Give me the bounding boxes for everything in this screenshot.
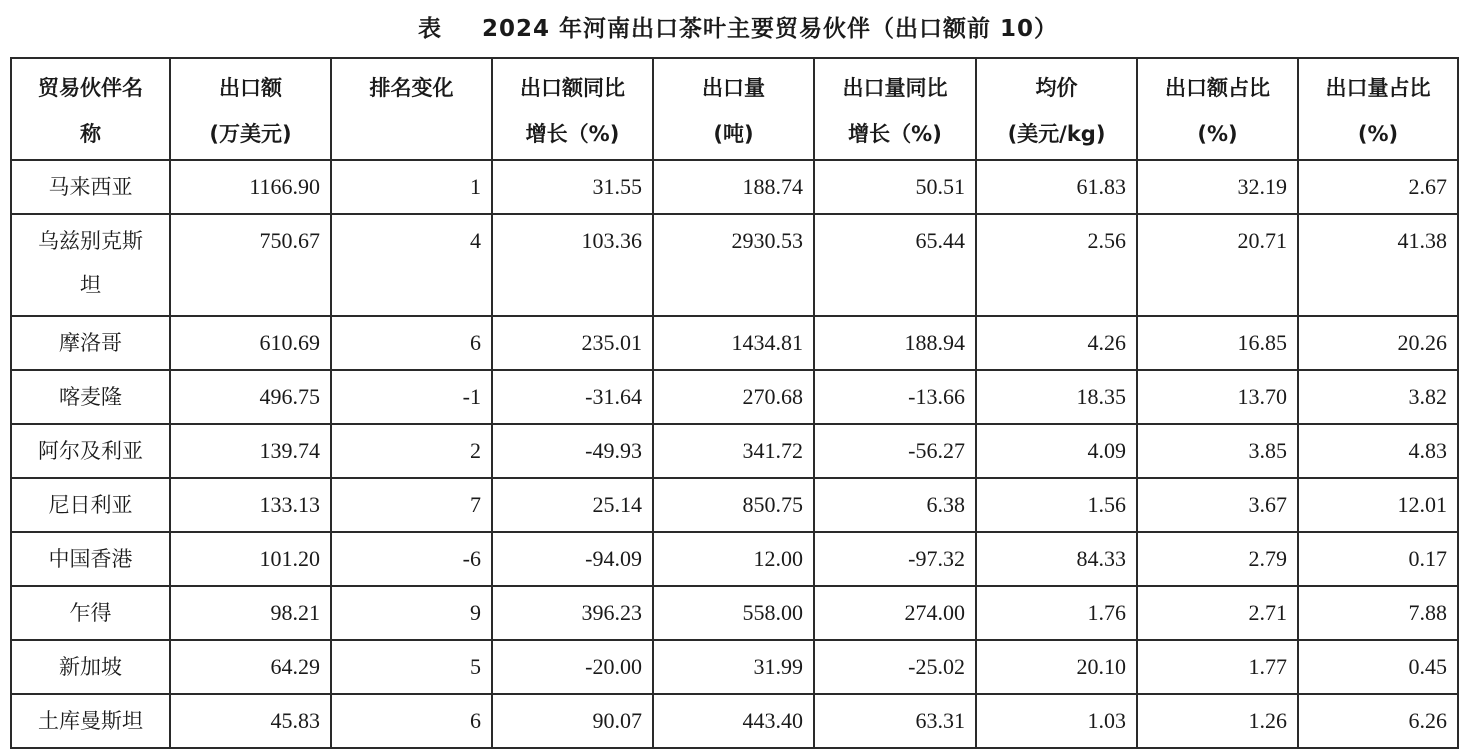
export-value-cell: 45.83 [170, 694, 331, 748]
partner-name-cell: 喀麦隆 [11, 370, 170, 424]
header-cell: 出口量占比 (%) [1298, 58, 1458, 160]
table-row [11, 424, 1458, 478]
export-volume-growth-cell: -97.32 [814, 532, 976, 586]
volume-share-cell: 2.67 [1298, 160, 1458, 214]
export-volume-cell: 270.68 [653, 370, 814, 424]
value-share-cell: 2.79 [1137, 532, 1298, 586]
table-row [11, 214, 1458, 316]
export-value-cell: 101.20 [170, 532, 331, 586]
avg-price-cell: 20.10 [976, 640, 1137, 694]
export-volume-cell: 12.00 [653, 532, 814, 586]
export-value-growth-cell: -20.00 [492, 640, 653, 694]
export-volume-growth-cell: -25.02 [814, 640, 976, 694]
avg-price-cell: 84.33 [976, 532, 1137, 586]
avg-price-cell: 61.83 [976, 160, 1137, 214]
header-row [11, 58, 1458, 160]
value-share-cell: 32.19 [1137, 160, 1298, 214]
value-share-cell: 1.77 [1137, 640, 1298, 694]
export-value-cell: 1166.90 [170, 160, 331, 214]
value-share-cell: 13.70 [1137, 370, 1298, 424]
avg-price-cell: 1.03 [976, 694, 1137, 748]
volume-share-cell: 20.26 [1298, 316, 1458, 370]
export-volume-cell: 341.72 [653, 424, 814, 478]
value-share-cell: 1.26 [1137, 694, 1298, 748]
rank-change-cell: 4 [331, 214, 492, 316]
export-volume-growth-cell: -13.66 [814, 370, 976, 424]
rank-change-cell: 6 [331, 316, 492, 370]
export-volume-growth-cell: 274.00 [814, 586, 976, 640]
rank-change-cell: 2 [331, 424, 492, 478]
avg-price-cell: 4.26 [976, 316, 1137, 370]
export-value-growth-cell: -31.64 [492, 370, 653, 424]
export-volume-cell: 31.99 [653, 640, 814, 694]
value-share-cell: 20.71 [1137, 214, 1298, 316]
partner-name-cell: 阿尔及利亚 [11, 424, 170, 478]
rank-change-cell: 7 [331, 478, 492, 532]
export-value-growth-cell: 396.23 [492, 586, 653, 640]
partner-name-cell: 新加坡 [11, 640, 170, 694]
export-volume-growth-cell: 6.38 [814, 478, 976, 532]
partner-name-cell: 摩洛哥 [11, 316, 170, 370]
avg-price-cell: 2.56 [976, 214, 1137, 316]
value-share-cell: 2.71 [1137, 586, 1298, 640]
volume-share-cell: 0.45 [1298, 640, 1458, 694]
table-caption [0, 10, 1476, 43]
volume-share-cell: 41.38 [1298, 214, 1458, 316]
rank-change-cell: 6 [331, 694, 492, 748]
export-value-growth-cell: -94.09 [492, 532, 653, 586]
table-row [11, 370, 1458, 424]
header-cell: 出口额 (万美元) [170, 58, 331, 160]
partner-name-cell: 中国香港 [11, 532, 170, 586]
value-share-cell: 3.67 [1137, 478, 1298, 532]
rank-change-cell: 9 [331, 586, 492, 640]
caption-title: 2024 年河南出口茶叶主要贸易伙伴（出口额前 10） [481, 16, 1059, 42]
export-value-cell: 496.75 [170, 370, 331, 424]
avg-price-cell: 1.76 [976, 586, 1137, 640]
partner-name-cell: 土库曼斯坦 [11, 694, 170, 748]
volume-share-cell: 12.01 [1298, 478, 1458, 532]
export-value-growth-cell: 31.55 [492, 160, 653, 214]
value-share-cell: 3.85 [1137, 424, 1298, 478]
partner-name-cell: 乍得 [11, 586, 170, 640]
header-cell: 出口量同比 增长（%) [814, 58, 976, 160]
table-row [11, 586, 1458, 640]
table-row [11, 160, 1458, 214]
table-row [11, 640, 1458, 694]
volume-share-cell: 3.82 [1298, 370, 1458, 424]
table-row [11, 694, 1458, 748]
export-value-cell: 610.69 [170, 316, 331, 370]
export-volume-growth-cell: 50.51 [814, 160, 976, 214]
export-value-cell: 98.21 [170, 586, 331, 640]
avg-price-cell: 4.09 [976, 424, 1137, 478]
header-cell: 出口额占比 (%) [1137, 58, 1298, 160]
export-volume-growth-cell: 188.94 [814, 316, 976, 370]
partner-name-cell: 马来西亚 [11, 160, 170, 214]
export-volume-cell: 1434.81 [653, 316, 814, 370]
rank-change-cell: 5 [331, 640, 492, 694]
volume-share-cell: 4.83 [1298, 424, 1458, 478]
volume-share-cell: 6.26 [1298, 694, 1458, 748]
export-volume-growth-cell: -56.27 [814, 424, 976, 478]
export-value-cell: 139.74 [170, 424, 331, 478]
export-value-cell: 64.29 [170, 640, 331, 694]
rank-change-cell: 1 [331, 160, 492, 214]
export-volume-cell: 558.00 [653, 586, 814, 640]
rank-change-cell: -6 [331, 532, 492, 586]
volume-share-cell: 0.17 [1298, 532, 1458, 586]
export-value-cell: 750.67 [170, 214, 331, 316]
partner-name-cell: 乌兹别克斯坦 [11, 214, 170, 316]
header-cell: 均价 (美元/kg) [976, 58, 1137, 160]
caption-label: 表 [417, 16, 442, 42]
header-cell: 出口量 (吨) [653, 58, 814, 160]
export-value-growth-cell: 90.07 [492, 694, 653, 748]
header-cell: 贸易伙伴名 称 [11, 58, 170, 160]
volume-share-cell: 7.88 [1298, 586, 1458, 640]
export-volume-growth-cell: 63.31 [814, 694, 976, 748]
export-value-growth-cell: 235.01 [492, 316, 653, 370]
rank-change-cell: -1 [331, 370, 492, 424]
trade-partner-table [10, 57, 1459, 749]
avg-price-cell: 18.35 [976, 370, 1137, 424]
export-volume-growth-cell: 65.44 [814, 214, 976, 316]
header-cell: 出口额同比 增长（%) [492, 58, 653, 160]
header-cell: 排名变化 [331, 58, 492, 160]
export-volume-cell: 2930.53 [653, 214, 814, 316]
table-row [11, 532, 1458, 586]
partner-name-cell: 尼日利亚 [11, 478, 170, 532]
export-value-growth-cell: -49.93 [492, 424, 653, 478]
table-row [11, 316, 1458, 370]
export-value-growth-cell: 103.36 [492, 214, 653, 316]
export-value-growth-cell: 25.14 [492, 478, 653, 532]
export-volume-cell: 850.75 [653, 478, 814, 532]
export-volume-cell: 188.74 [653, 160, 814, 214]
table-row [11, 478, 1458, 532]
avg-price-cell: 1.56 [976, 478, 1137, 532]
export-value-cell: 133.13 [170, 478, 331, 532]
export-volume-cell: 443.40 [653, 694, 814, 748]
value-share-cell: 16.85 [1137, 316, 1298, 370]
